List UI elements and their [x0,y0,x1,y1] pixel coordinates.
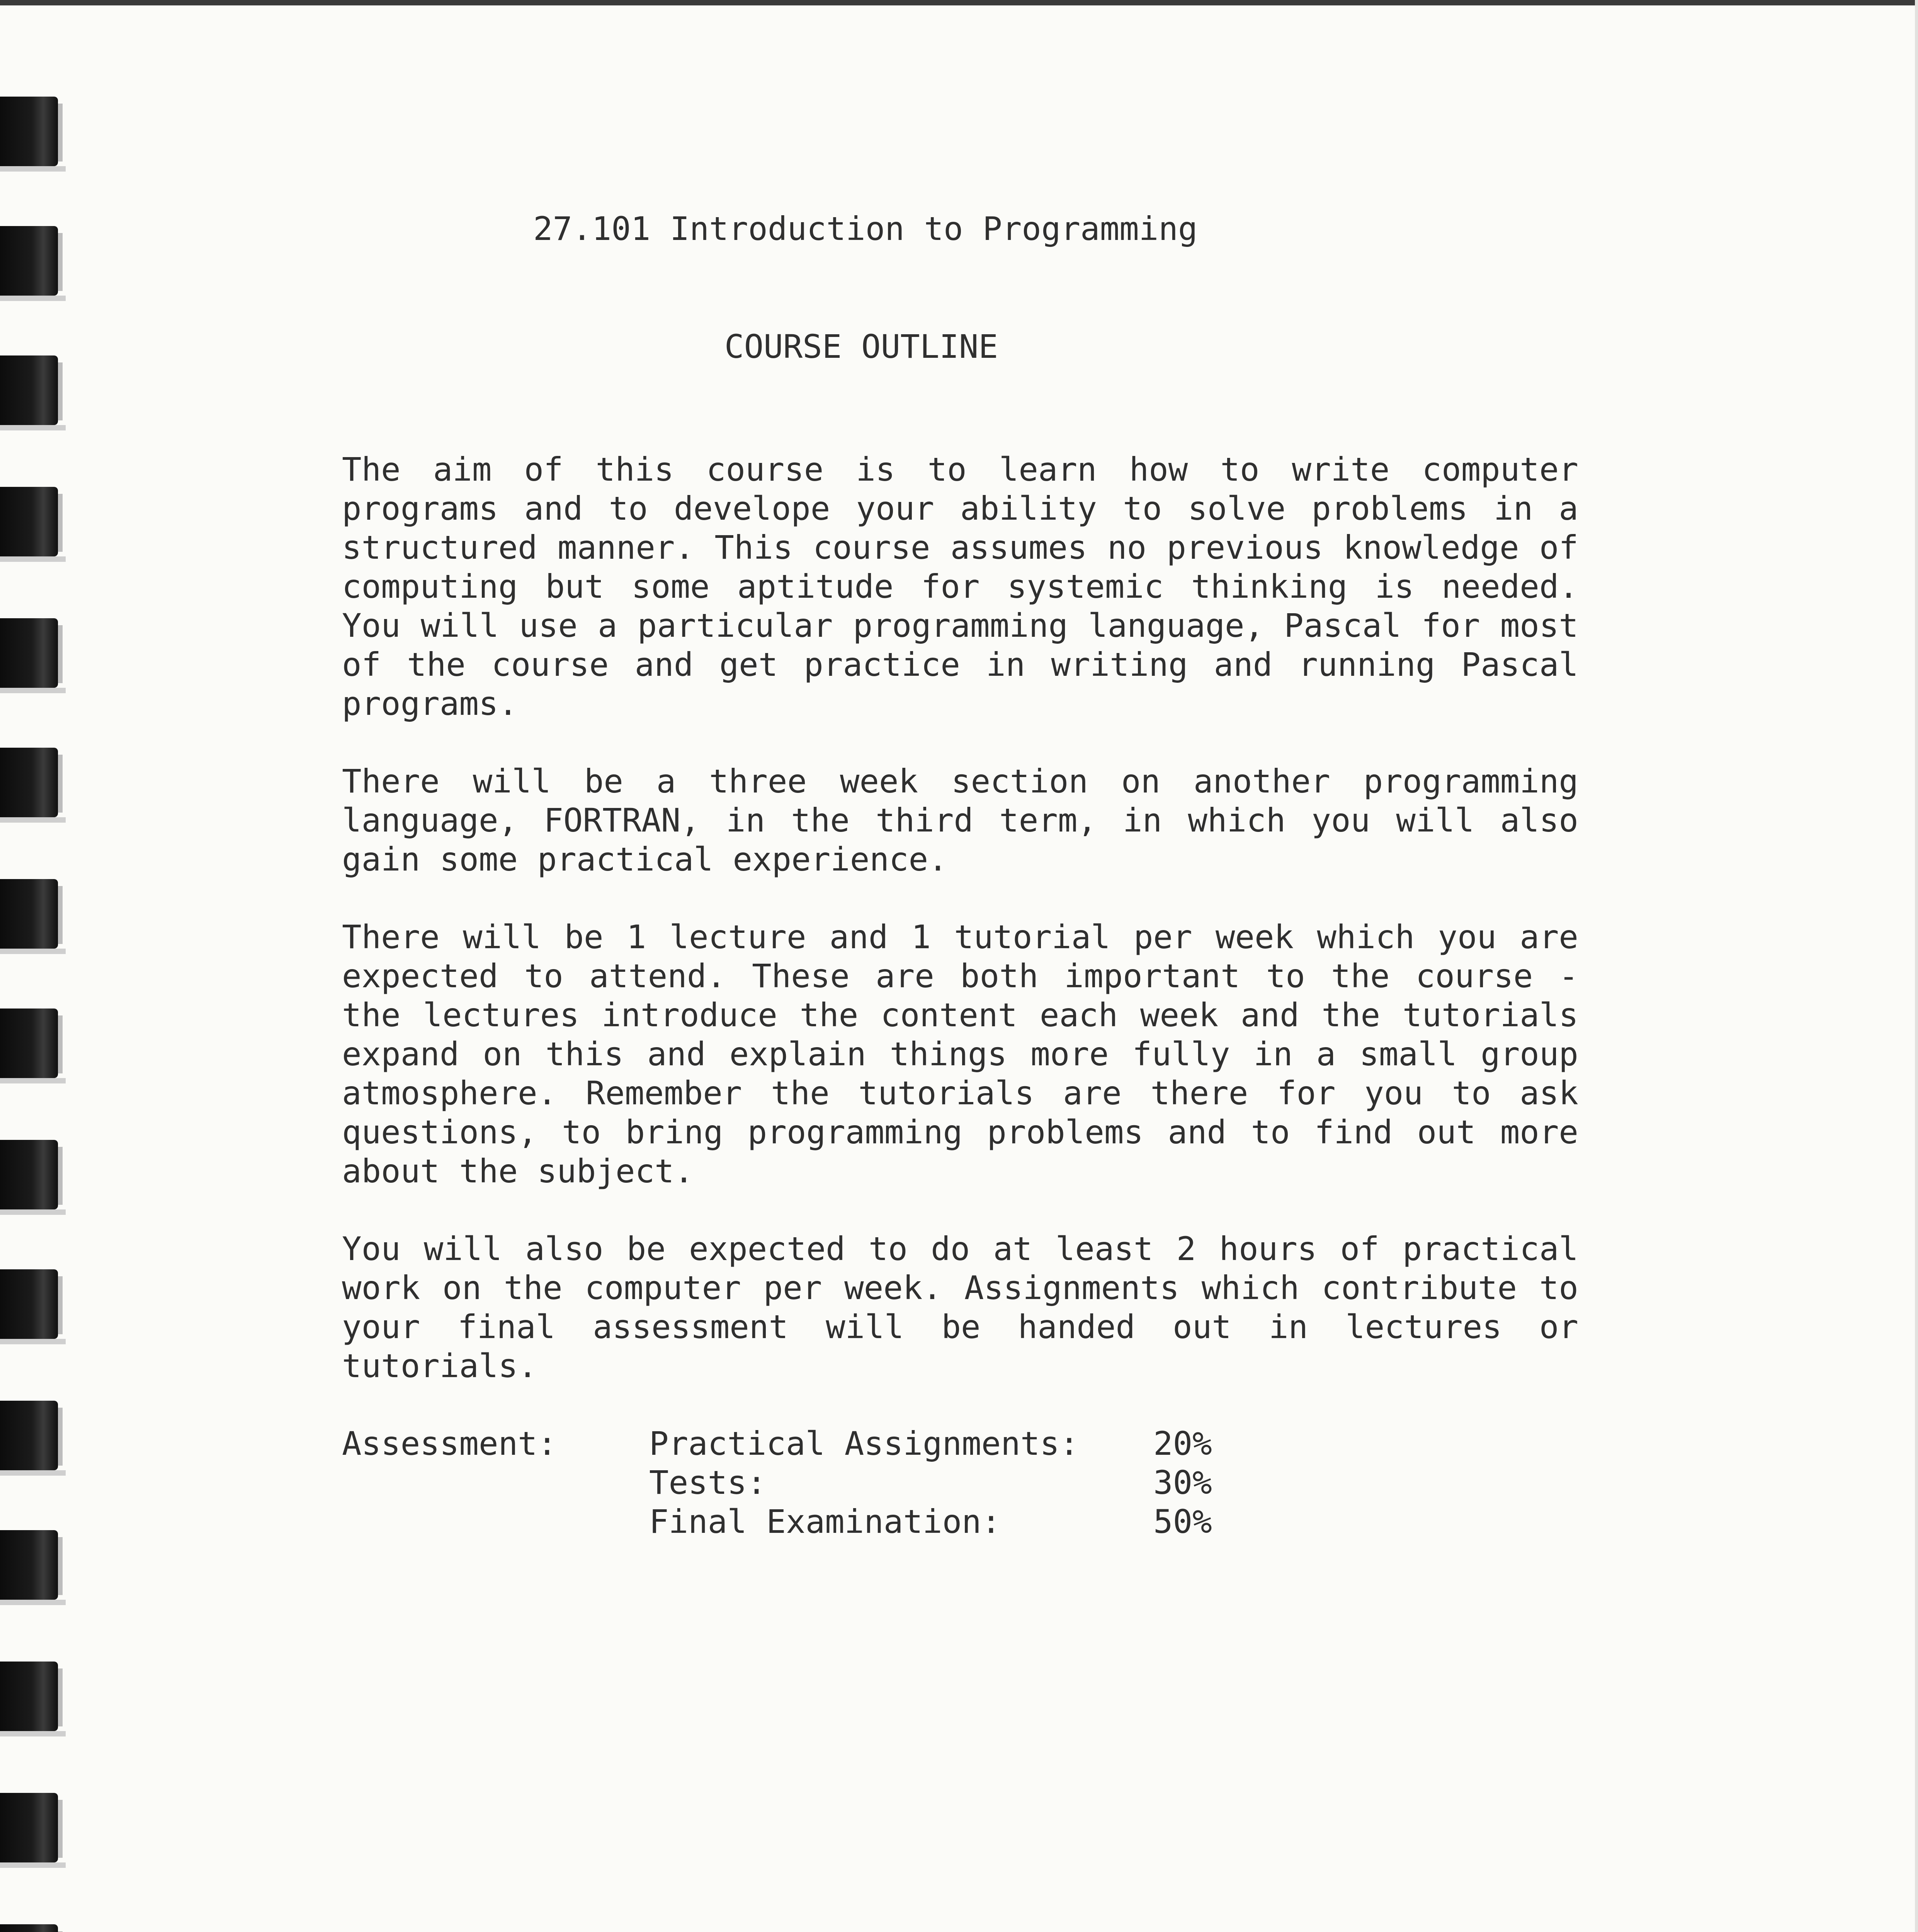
binding-ring [0,226,58,296]
assessment-row [342,1502,1578,1541]
assessment-row [342,1424,1578,1463]
page-right-edge [1915,0,1918,1932]
assessment-item-value: 30% [1153,1464,1212,1502]
paragraph-course-aim: The aim of this course is to learn how to write computer programs and to develope your ability to solve problems in a structured manner. This course assumes no previous knowledge of computing but some aptitude for systemic thinking is needed. You will use a particular programming language, Pascal for most of the course and get practice in writing and running Pascal programs. [342,451,1578,723]
binding-ring [0,879,58,949]
binding-ring [0,1793,58,1862]
binding-ring [0,1924,58,1932]
spiral-binding [0,0,77,1932]
assessment-label: Assessment: [342,1425,557,1463]
binding-ring [0,355,58,425]
binding-ring [0,97,58,166]
paragraph-fortran-section: There will be a three week section on another programming language, FORTRAN, in the third term, in which you will also gain some practical experience. [342,762,1578,878]
binding-ring [0,748,58,817]
assessment-row [342,1463,1578,1502]
assessment-item-name: Tests: [649,1464,767,1502]
assessment-label-spacer [342,1463,649,1502]
binding-ring [0,487,58,556]
course-title: 27.101 Introduction to Programming [533,210,1198,248]
assessment-item-value: 50% [1153,1503,1212,1541]
course-outline-heading: COURSE OUTLINE [724,328,998,366]
paragraph-lectures-tutorials: There will be 1 lecture and 1 tutorial per week which you are expected to attend. These are both important to the course - the lectures introduce the content each week and the tutorials expand on this and explain things more fully in a small group atmosphere. Remember the tutorials are there for you to ask questions, to bring programming problems and to find out more about the subject. [342,918,1578,1190]
assessment-item-name: Practical Assignments: [649,1425,1079,1463]
binding-ring [0,1662,58,1731]
binding-ring [0,1269,58,1339]
binding-ring [0,618,58,688]
assessment-item-name: Final Examination: [649,1503,1001,1541]
assessment-label-spacer [342,1502,649,1541]
binding-ring [0,1530,58,1600]
binding-ring [0,1009,58,1078]
paragraph-practical-work: You will also be expected to do at least 2 hours of practical work on the computer per week. Assignments which contribute to your final assessment will be handed out in lectures or tutorials. [342,1230,1578,1385]
binding-ring [0,1140,58,1209]
binding-ring [0,1401,58,1470]
page-top-edge [0,0,1918,5]
assessment-table [342,1424,1578,1541]
assessment-item-value: 20% [1153,1425,1212,1463]
document-body [342,450,1578,1541]
